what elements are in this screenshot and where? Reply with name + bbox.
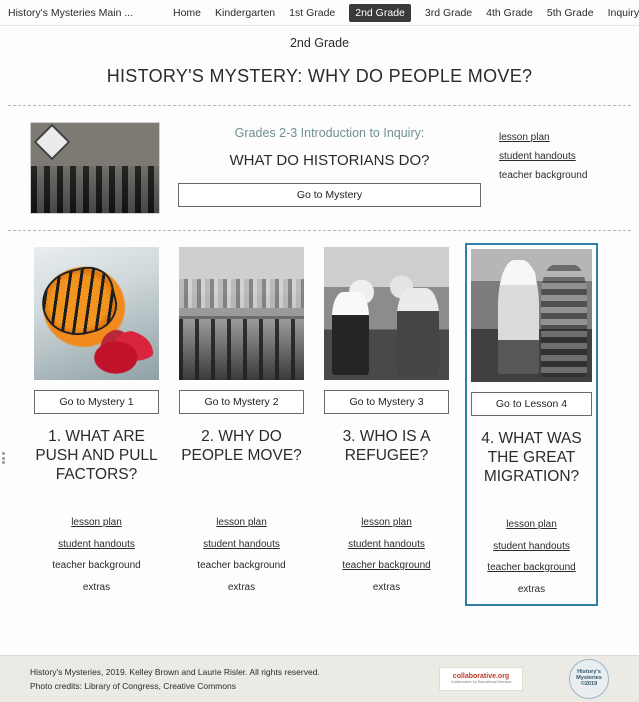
mystery-card-2-photo — [179, 247, 304, 380]
mystery-card-1 — [30, 243, 163, 602]
card-2-link-teacher-background[interactable]: teacher background — [197, 560, 286, 571]
footer-line-1: History's Mysteries, 2019. Kelley Brown and Laurie Risler. All rights reserved. — [30, 666, 320, 677]
card-1-link-lesson-plan[interactable]: lesson plan — [71, 517, 122, 528]
mystery-card-1-links — [34, 512, 159, 598]
mystery-card-3-links — [324, 512, 449, 598]
page-title: HISTORY'S MYSTERY: WHY DO PEOPLE MOVE? — [106, 66, 533, 86]
nav-item-home[interactable]: Home — [173, 6, 202, 19]
nav-item-5th-grade[interactable]: 5th Grade — [546, 6, 594, 19]
mystery-card-2 — [175, 243, 308, 602]
go-to-mystery-3-button[interactable]: Go to Mystery 3 — [324, 390, 449, 414]
mystery-card-2-button-wrap — [179, 390, 304, 414]
mystery-card-3-button-wrap — [324, 390, 449, 414]
card-1-link-teacher-background[interactable]: teacher background — [52, 560, 141, 571]
mystery-card-2-title: 2. WHY DO PEOPLE MOVE? — [181, 428, 302, 464]
collaborative-logo-subtitle: Collaborative for Educational Services — [450, 679, 512, 684]
collaborative-logo-title: collaborative.org — [452, 673, 510, 681]
go-to-mystery-2-button[interactable]: Go to Mystery 2 — [179, 390, 304, 414]
seal-line-3: ©2019 — [580, 680, 598, 687]
side-drag-handle[interactable] — [2, 452, 7, 464]
card-3-link-teacher-background[interactable]: teacher background — [342, 560, 431, 571]
card-4-link-student-handouts[interactable]: student handouts — [493, 540, 570, 552]
intro-subtitle: Grades 2-3 Introduction to Inquiry: — [234, 126, 425, 140]
intro-center — [178, 122, 481, 207]
nav-item-1st-grade[interactable]: 1st Grade — [289, 6, 336, 19]
footer-logos — [439, 659, 609, 699]
card-3-link-student-handouts[interactable]: student handouts — [348, 538, 425, 550]
mystery-card-3-title: 3. WHO IS A REFUGEE? — [342, 428, 431, 464]
nav-item-4th-grade[interactable]: 4th Grade — [486, 6, 533, 19]
mystery-card-3 — [320, 243, 453, 602]
histor ys-mysteries-seal — [569, 659, 609, 699]
intro-section — [0, 106, 639, 230]
go-to-lesson-4-button[interactable]: Go to Lesson 4 — [471, 392, 592, 416]
nav-item-2nd-grade[interactable]: 2nd Grade — [349, 4, 411, 22]
footer-credits — [30, 665, 439, 694]
mystery-card-1-photo — [34, 247, 159, 380]
nav-item-kindergarten[interactable]: Kindergarten — [215, 6, 276, 19]
intro-heading: WHAT DO HISTORIANS DO? — [229, 152, 430, 169]
intro-link-teacher-background[interactable]: teacher background — [499, 170, 588, 181]
mystery-cards — [0, 231, 639, 606]
nav-item-3rd-grade[interactable]: 3rd Grade — [424, 6, 473, 19]
card-3-link-extras[interactable]: extras — [372, 581, 401, 593]
mystery-card-4-title: 4. WHAT WAS THE GREAT MIGRATION? — [481, 430, 582, 485]
footer-line-2: Photo credits: Library of Congress, Creative Commons — [30, 681, 236, 691]
seal-line-2: Mysteries — [576, 675, 602, 682]
nav-item-inquiry[interactable]: Inquiry — [607, 6, 639, 19]
card-2-link-extras[interactable]: extras — [227, 581, 256, 593]
top-navigation — [0, 0, 639, 26]
card-2-link-student-handouts[interactable]: student handouts — [203, 538, 280, 550]
intro-link-lesson-plan[interactable]: lesson plan — [499, 132, 550, 143]
mystery-card-4-photo — [471, 249, 592, 382]
intro-photo — [30, 122, 160, 214]
collaborative-logo[interactable] — [439, 667, 523, 691]
card-2-link-lesson-plan[interactable]: lesson plan — [216, 517, 267, 528]
go-to-mystery-button[interactable]: Go to Mystery — [178, 183, 481, 207]
mystery-card-4[interactable] — [465, 243, 598, 606]
nav-items — [173, 4, 639, 22]
mystery-card-1-title: 1. WHAT ARE PUSH AND PULL FACTORS? — [35, 428, 158, 483]
mystery-card-1-button-wrap — [34, 390, 159, 414]
card-4-link-extras[interactable]: extras — [517, 583, 546, 595]
card-3-link-lesson-plan[interactable]: lesson plan — [361, 517, 412, 528]
mystery-card-4-links — [471, 514, 592, 600]
seal-line-1: History's — [577, 669, 601, 676]
mystery-card-4-button-wrap — [471, 392, 592, 416]
card-4-link-lesson-plan[interactable]: lesson plan — [506, 519, 557, 530]
go-to-mystery-1-button[interactable]: Go to Mystery 1 — [34, 390, 159, 414]
mystery-card-3-photo — [324, 247, 449, 380]
card-4-link-teacher-background[interactable]: teacher background — [487, 562, 576, 573]
card-1-link-extras[interactable]: extras — [82, 581, 111, 593]
mystery-card-2-links — [179, 512, 304, 598]
intro-links — [499, 122, 609, 185]
intro-link-student-handouts[interactable]: student handouts — [499, 151, 576, 162]
card-1-link-student-handouts[interactable]: student handouts — [58, 538, 135, 550]
grade-label: 2nd Grade — [289, 36, 350, 50]
page-footer — [0, 655, 639, 702]
site-title[interactable]: History's Mysteries Main ... — [8, 6, 134, 19]
